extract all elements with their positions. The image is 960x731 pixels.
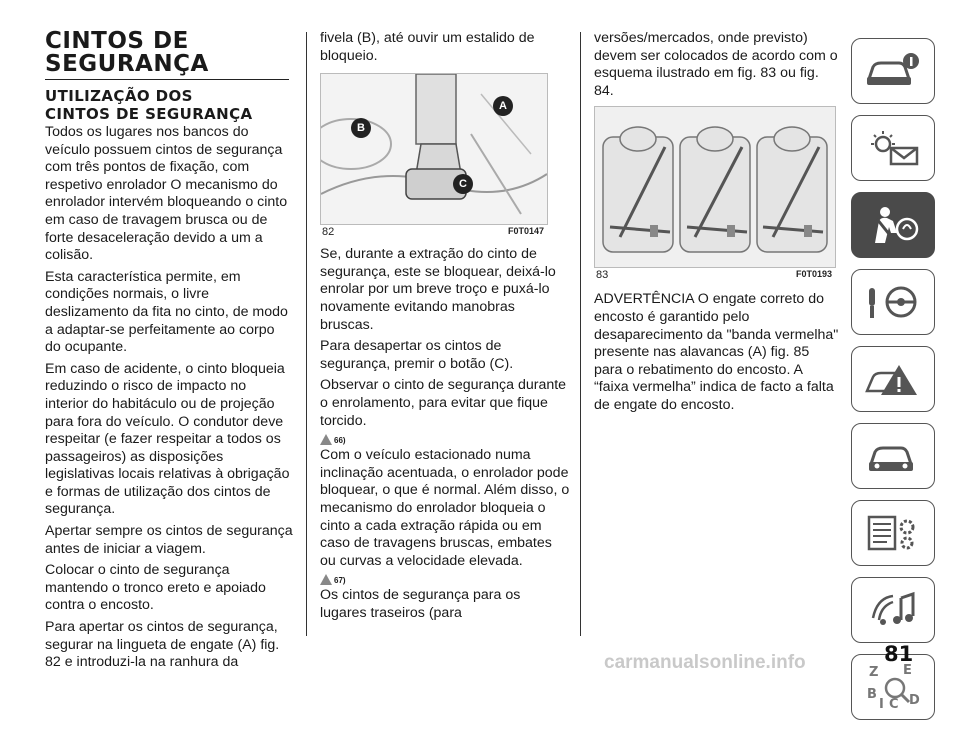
tab-starting-driving[interactable] [851, 269, 935, 335]
paragraph: fivela (B), até ouvir um estalido de bloqueio. [320, 30, 535, 64]
paragraph: Para desapertar os cintos de segurança, premir o botão (C). [320, 338, 514, 372]
paragraph: ADVERTÊNCIA O engate correto do encosto é garantido pelo desaparecimento da "banda vermelha" presente nas alavancas (A) fig. 85 para o rebatimento do encosto. A “faixa vermelha” indica de facto a falta de engate do encosto. [594, 291, 839, 413]
svg-text:B: B [867, 687, 877, 702]
warning-reference [320, 434, 570, 445]
multimedia-icon [863, 588, 923, 632]
tab-safety[interactable] [851, 192, 935, 258]
paragraph: Todos os lugares nos bancos do veículo possuem cintos de segurança com três pontos de fixação, com respetivo enrolador O mecanismo do enrolador intervém bloqueando o cinto em caso de travagem brusca ou de forte desaceleração devido a um a colisão. [45, 124, 288, 264]
paragraph: Com o veículo estacionado numa inclinação acentuada, o enrolador pode bloquear, o que é normal. Além disso, o mecanismo do enrolador bloqueia o cinto a cada extração rápida ou em caso de travagens bruscas, embates ou curvas a velocidade elevada. [320, 447, 570, 569]
section-title-line-2: SEGURANÇA [45, 51, 209, 77]
paragraph: Colocar o cinto de segurança mantendo o tronco ereto e apoiado contra o encosto. [45, 562, 266, 614]
section-title-line-1: CINTOS DE [45, 28, 189, 54]
paragraph: Para apertar os cintos de segurança, segurar na lingueta de engate (A) fig. 82 e introduzi-la na ranhura da [45, 619, 280, 671]
column-1 [45, 30, 293, 676]
tab-specifications[interactable] [851, 500, 935, 566]
svg-text:D: D [909, 693, 920, 708]
paragraph: versões/mercados, onde previsto) devem ser colocados de acordo com o esquema ilustrado em fig. 83 ou fig. 84. [594, 30, 838, 99]
warning-triangle-icon [320, 574, 332, 585]
paragraph: Observar o cinto de segurança durante o enrolamento, para evitar que fique torcido. [320, 377, 567, 429]
figure-83 [594, 106, 840, 281]
figure-label-a: A [493, 96, 513, 116]
warning-lights-icon [863, 128, 923, 168]
paragraph: Os cintos de segurança para os lugares traseiros (para [320, 587, 521, 621]
column-2 [320, 30, 570, 626]
tab-multimedia[interactable] [851, 577, 935, 643]
column-3 [594, 30, 840, 419]
rear-seats-illustration [595, 107, 835, 267]
warning-reference [320, 574, 570, 585]
figure-83-image [594, 106, 836, 268]
title-rule [45, 79, 289, 80]
figure-number: 83 [596, 269, 609, 282]
tab-car-info[interactable] [851, 38, 935, 104]
maintenance-icon [863, 436, 923, 476]
figure-82 [320, 73, 570, 238]
svg-text:I: I [879, 697, 884, 712]
tab-emergency[interactable] [851, 346, 935, 412]
figure-caption [320, 225, 546, 238]
tab-warning-lights[interactable] [851, 115, 935, 181]
paragraph: Em caso de acidente, o cinto bloqueia reduzindo o risco de impacto no interior do habitáculo ou de projeção para fora do veículo. O condutor deve respeitar (e fazer respeitar a todos os passageiros) as disposições legislativas locais relativas à obrigação e formas de utilização dos cintos de segurança. [45, 360, 290, 518]
figure-number: 82 [322, 226, 335, 239]
watermark-text: carmanualsonline.info [604, 652, 806, 673]
buckle-illustration [321, 74, 547, 224]
specifications-icon [863, 511, 923, 555]
key-steering-icon [863, 280, 923, 324]
chapter-tabs [851, 38, 937, 731]
figure-caption [594, 268, 834, 281]
seatbelt-airbag-icon [863, 203, 923, 247]
figure-label-b: B [351, 118, 371, 138]
figure-code: F0T0147 [507, 226, 544, 237]
svg-text:E: E [903, 663, 912, 678]
warning-number: 67) [334, 576, 346, 586]
warning-triangle-icon [320, 434, 332, 445]
paragraph: Apertar sempre os cintos de segurança antes de iniciar a viagem. [45, 523, 293, 557]
column-divider [580, 32, 581, 636]
index-icon [863, 662, 923, 712]
figure-code: F0T0193 [795, 269, 832, 280]
paragraph: Esta característica permite, em condições normais, o livre deslizamento da fita no cinto, de modo a adaptar-se perfeitamente ao corpo do ocupante. [45, 268, 288, 356]
figure-label-c: C [453, 174, 473, 194]
paragraph: Se, durante a extração do cinto de segurança, este se bloquear, deixá-lo enrolar por um breve troço e puxá-lo novamente evitando manobras bruscas. [320, 246, 556, 333]
emergency-icon [863, 357, 923, 401]
svg-text:C: C [889, 697, 899, 712]
figure-82-image [320, 73, 548, 225]
tab-maintenance[interactable] [851, 423, 935, 489]
page-number: 81 [884, 642, 914, 666]
subsection-title-line-2: CINTOS DE SEGURANÇA [45, 105, 253, 123]
svg-text:Z: Z [869, 665, 879, 680]
car-info-icon [863, 51, 923, 91]
column-divider [306, 32, 307, 636]
warning-number: 66) [334, 436, 346, 446]
subsection-title-line-1: UTILIZAÇÃO DOS [45, 87, 193, 105]
